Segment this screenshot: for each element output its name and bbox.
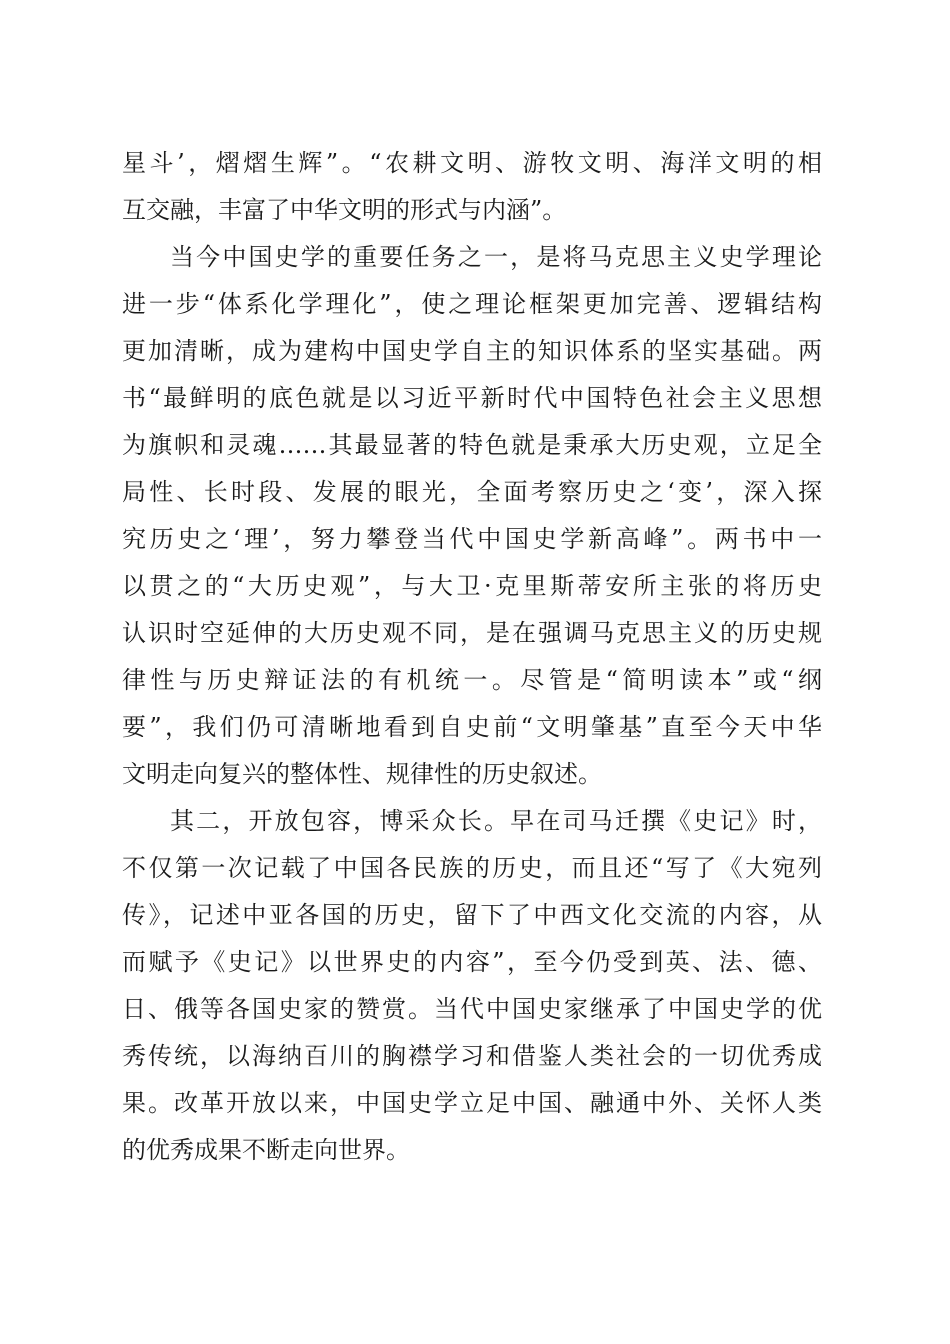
- paragraph-3-line-3: 传》，记述中亚各国的历史，留下了中西文化交流的内容，从: [122, 901, 822, 929]
- paragraph-2-line-10: 律性与历史辩证法的有机统一。尽管是“简明读本”或“纲: [122, 666, 822, 694]
- paragraph-2-line-11: 要”，我们仍可清晰地看到自史前“文明肇基”直至今天中华: [122, 713, 822, 741]
- paragraph-2-line-5: 为旗帜和灵魂……其最显著的特色就是秉承大历史观，立足全: [122, 431, 822, 459]
- paragraph-2-line-2: 进一步“体系化学理化”，使之理论框架更加完善、逻辑结构: [122, 290, 822, 318]
- paragraph-2-line-9: 认识时空延伸的大历史观不同，是在强调马克思主义的历史规: [122, 619, 822, 647]
- paragraph-2-line-8: 以贯之的“大历史观”，与大卫·克里斯蒂安所主张的将历史: [122, 572, 822, 600]
- paragraph-1-line-1: 星斗’，熠熠生辉”。“农耕文明、游牧文明、海洋文明的相: [122, 149, 822, 177]
- paragraph-2-line-4: 书“最鲜明的底色就是以习近平新时代中国特色社会主义思想: [122, 384, 822, 412]
- paragraph-2-line-7: 究历史之‘理’，努力攀登当代中国史学新高峰”。两书中一: [122, 525, 822, 553]
- paragraph-2-line-1: 当今中国史学的重要任务之一，是将马克思主义史学理论: [170, 243, 822, 271]
- paragraph-3-line-4: 而赋予《史记》以世界史的内容”，至今仍受到英、法、德、: [122, 948, 822, 976]
- paragraph-2-line-12: 文明走向复兴的整体性、规律性的历史叙述。: [122, 760, 602, 788]
- paragraph-2-line-6: 局性、长时段、发展的眼光，全面考察历史之‘变’，深入探: [122, 478, 822, 506]
- paragraph-1-line-2: 互交融，丰富了中华文明的形式与内涵”。: [122, 196, 567, 224]
- paragraph-3-line-6: 秀传统，以海纳百川的胸襟学习和借鉴人类社会的一切优秀成: [122, 1042, 822, 1070]
- paragraph-3-line-8: 的优秀成果不断走向世界。: [122, 1136, 410, 1164]
- paragraph-3-line-5: 日、俄等各国史家的赞赏。当代中国史家继承了中国史学的优: [122, 995, 822, 1023]
- paragraph-3-line-1: 其二，开放包容，博采众长。早在司马迁撰《史记》时，: [170, 807, 822, 835]
- paragraph-3-line-2: 不仅第一次记载了中国各民族的历史，而且还“写了《大宛列: [122, 854, 822, 882]
- paragraph-2-line-3: 更加清晰，成为建构中国史学自主的知识体系的坚实基础。两: [122, 337, 822, 365]
- paragraph-3-line-7: 果。改革开放以来，中国史学立足中国、融通中外、关怀人类: [122, 1089, 822, 1117]
